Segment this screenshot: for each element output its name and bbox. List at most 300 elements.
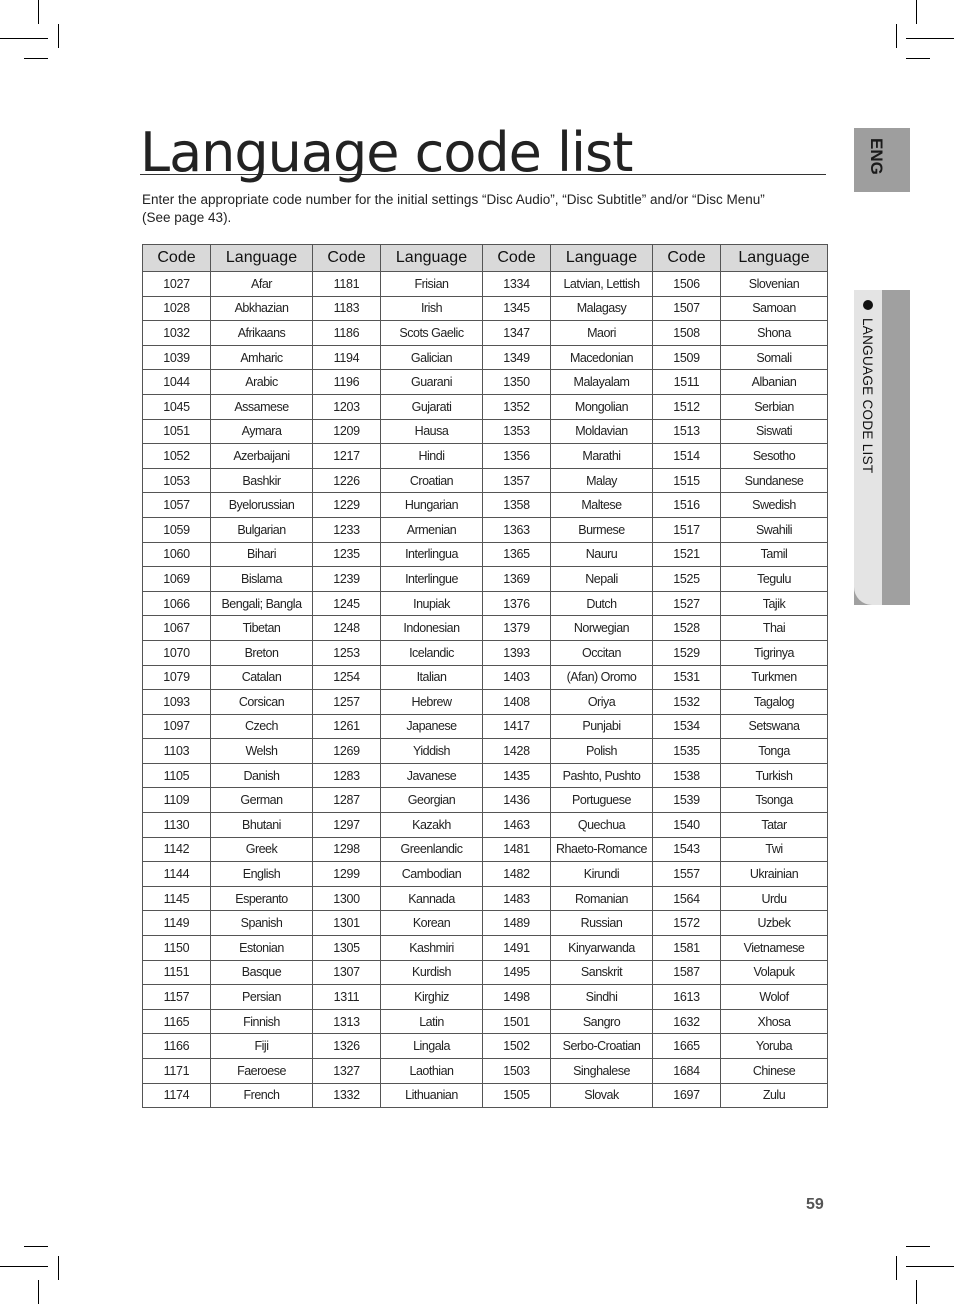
code-cell: 1044 — [143, 370, 211, 395]
language-cell: Hausa — [381, 419, 483, 444]
language-cell: Javanese — [381, 763, 483, 788]
language-cell: Inupiak — [381, 591, 483, 616]
language-cell: Greek — [211, 837, 313, 862]
table-row — [143, 788, 828, 813]
crop-mark — [58, 1256, 59, 1280]
language-cell: Marathi — [551, 444, 653, 469]
language-cell: Dutch — [551, 591, 653, 616]
eng-tab — [854, 128, 910, 192]
language-cell: Guarani — [381, 370, 483, 395]
language-cell: Indonesian — [381, 616, 483, 641]
code-cell: 1311 — [313, 985, 381, 1010]
language-cell: Wolof — [721, 985, 828, 1010]
language-cell: (Afan) Oromo — [551, 665, 653, 690]
language-cell: Bihari — [211, 542, 313, 567]
language-cell: Sesotho — [721, 444, 828, 469]
language-cell: Bengali; Bangla — [211, 591, 313, 616]
language-cell: Norwegian — [551, 616, 653, 641]
language-cell: Albanian — [721, 370, 828, 395]
language-cell: Kirghiz — [381, 985, 483, 1010]
language-cell: Slovenian — [721, 272, 828, 297]
code-cell: 1408 — [483, 690, 551, 715]
table-row — [143, 985, 828, 1010]
table-row — [143, 616, 828, 641]
language-cell: Hungarian — [381, 493, 483, 518]
code-cell: 1564 — [653, 886, 721, 911]
code-cell: 1299 — [313, 862, 381, 887]
language-cell: Shona — [721, 321, 828, 346]
language-cell: Gujarati — [381, 394, 483, 419]
code-cell: 1514 — [653, 444, 721, 469]
language-cell: Byelorussian — [211, 493, 313, 518]
language-cell: Sindhi — [551, 985, 653, 1010]
table-body — [143, 272, 828, 1108]
code-cell: 1254 — [313, 665, 381, 690]
code-cell: 1363 — [483, 517, 551, 542]
table-row — [143, 493, 828, 518]
language-cell: Yoruba — [721, 1034, 828, 1059]
language-cell: Malagasy — [551, 296, 653, 321]
table-row — [143, 444, 828, 469]
language-cell: Laothian — [381, 1059, 483, 1084]
code-cell: 1345 — [483, 296, 551, 321]
crop-mark — [906, 1246, 930, 1247]
table-row — [143, 862, 828, 887]
code-cell: 1358 — [483, 493, 551, 518]
language-cell: Japanese — [381, 714, 483, 739]
language-cell: Fiji — [211, 1034, 313, 1059]
code-cell: 1297 — [313, 813, 381, 838]
language-cell: Estonian — [211, 936, 313, 961]
code-cell: 1069 — [143, 567, 211, 592]
language-cell: Yiddish — [381, 739, 483, 764]
code-cell: 1150 — [143, 936, 211, 961]
language-cell: Frisian — [381, 272, 483, 297]
code-cell: 1053 — [143, 468, 211, 493]
language-cell: French — [211, 1083, 313, 1108]
language-cell: Tatar — [721, 813, 828, 838]
language-cell: Spanish — [211, 911, 313, 936]
code-cell: 1513 — [653, 419, 721, 444]
code-cell: 1376 — [483, 591, 551, 616]
language-cell: Breton — [211, 640, 313, 665]
table-header-row — [143, 245, 828, 272]
language-cell: Afrikaans — [211, 321, 313, 346]
eng-tab-label: ENG — [867, 138, 886, 175]
table-row — [143, 1083, 828, 1108]
code-cell: 1305 — [313, 936, 381, 961]
crop-mark — [896, 24, 897, 48]
code-cell: 1229 — [313, 493, 381, 518]
code-cell: 1517 — [653, 517, 721, 542]
language-cell: Tegulu — [721, 567, 828, 592]
language-cell: Swahili — [721, 517, 828, 542]
code-cell: 1066 — [143, 591, 211, 616]
page-title: Language code list — [140, 121, 633, 184]
code-cell: 1239 — [313, 567, 381, 592]
code-cell: 1028 — [143, 296, 211, 321]
language-cell: Tigrinya — [721, 640, 828, 665]
language-cell: Hindi — [381, 444, 483, 469]
code-cell: 1103 — [143, 739, 211, 764]
language-cell: Romanian — [551, 886, 653, 911]
language-cell: Catalan — [211, 665, 313, 690]
language-cell: Maori — [551, 321, 653, 346]
code-cell: 1356 — [483, 444, 551, 469]
code-cell: 1174 — [143, 1083, 211, 1108]
language-cell: Bislama — [211, 567, 313, 592]
code-cell: 1283 — [313, 763, 381, 788]
table-row — [143, 911, 828, 936]
code-cell: 1572 — [653, 911, 721, 936]
language-cell: Galician — [381, 345, 483, 370]
code-cell: 1481 — [483, 837, 551, 862]
code-cell: 1501 — [483, 1009, 551, 1034]
language-cell: Malay — [551, 468, 653, 493]
code-cell: 1482 — [483, 862, 551, 887]
code-cell: 1491 — [483, 936, 551, 961]
code-cell: 1157 — [143, 985, 211, 1010]
language-cell: Sanskrit — [551, 960, 653, 985]
language-cell: Thai — [721, 616, 828, 641]
language-cell: Turkish — [721, 763, 828, 788]
code-cell: 1245 — [313, 591, 381, 616]
header-code: Code — [653, 245, 721, 272]
table-row — [143, 739, 828, 764]
code-cell: 1538 — [653, 763, 721, 788]
language-cell: Czech — [211, 714, 313, 739]
code-cell: 1516 — [653, 493, 721, 518]
language-cell: German — [211, 788, 313, 813]
table-row — [143, 370, 828, 395]
code-cell: 1032 — [143, 321, 211, 346]
crop-mark — [58, 24, 59, 48]
code-cell: 1357 — [483, 468, 551, 493]
language-cell: Nepali — [551, 567, 653, 592]
language-cell: Croatian — [381, 468, 483, 493]
code-cell: 1301 — [313, 911, 381, 936]
language-cell: Setswana — [721, 714, 828, 739]
language-cell: Turkmen — [721, 665, 828, 690]
language-cell: Korean — [381, 911, 483, 936]
table-row — [143, 1009, 828, 1034]
language-cell: Swedish — [721, 493, 828, 518]
table-row — [143, 468, 828, 493]
language-cell: Siswati — [721, 419, 828, 444]
code-cell: 1665 — [653, 1034, 721, 1059]
code-cell: 1498 — [483, 985, 551, 1010]
language-cell: Latin — [381, 1009, 483, 1034]
code-cell: 1353 — [483, 419, 551, 444]
table-row — [143, 665, 828, 690]
language-cell: Sangro — [551, 1009, 653, 1034]
language-cell: Tajik — [721, 591, 828, 616]
language-cell: Ukrainian — [721, 862, 828, 887]
code-cell: 1463 — [483, 813, 551, 838]
code-cell: 1632 — [653, 1009, 721, 1034]
header-language: Language — [551, 245, 653, 272]
language-cell: Portuguese — [551, 788, 653, 813]
code-cell: 1145 — [143, 886, 211, 911]
code-cell: 1347 — [483, 321, 551, 346]
code-cell: 1313 — [313, 1009, 381, 1034]
language-cell: Slovak — [551, 1083, 653, 1108]
code-cell: 1165 — [143, 1009, 211, 1034]
table-row — [143, 763, 828, 788]
intro-line-2: (See page 43). — [142, 210, 232, 225]
code-cell: 1527 — [653, 591, 721, 616]
code-cell: 1045 — [143, 394, 211, 419]
language-cell: Lithuanian — [381, 1083, 483, 1108]
code-cell: 1379 — [483, 616, 551, 641]
code-cell: 1257 — [313, 690, 381, 715]
crop-mark — [0, 1266, 48, 1267]
code-cell: 1327 — [313, 1059, 381, 1084]
code-cell: 1059 — [143, 517, 211, 542]
code-cell: 1151 — [143, 960, 211, 985]
code-cell: 1181 — [313, 272, 381, 297]
crop-mark — [906, 58, 930, 59]
code-cell: 1142 — [143, 837, 211, 862]
header-code: Code — [313, 245, 381, 272]
language-cell: Rhaeto-Romance — [551, 837, 653, 862]
table-row — [143, 1034, 828, 1059]
code-cell: 1233 — [313, 517, 381, 542]
language-cell: Greenlandic — [381, 837, 483, 862]
language-cell: Tamil — [721, 542, 828, 567]
language-cell: Samoan — [721, 296, 828, 321]
language-cell: Cambodian — [381, 862, 483, 887]
language-cell: Kashmiri — [381, 936, 483, 961]
table-row — [143, 296, 828, 321]
language-cell: Hebrew — [381, 690, 483, 715]
section-tab — [854, 290, 910, 605]
language-cell: Kazakh — [381, 813, 483, 838]
language-cell: Burmese — [551, 517, 653, 542]
code-cell: 1557 — [653, 862, 721, 887]
crop-mark — [906, 1266, 954, 1267]
language-cell: Abkhazian — [211, 296, 313, 321]
code-cell: 1269 — [313, 739, 381, 764]
crop-mark — [0, 38, 48, 39]
language-cell: Uzbek — [721, 911, 828, 936]
code-cell: 1105 — [143, 763, 211, 788]
code-cell: 1587 — [653, 960, 721, 985]
code-cell: 1051 — [143, 419, 211, 444]
code-cell: 1052 — [143, 444, 211, 469]
intro-text — [142, 191, 832, 227]
code-cell: 1503 — [483, 1059, 551, 1084]
code-cell: 1539 — [653, 788, 721, 813]
code-cell: 1130 — [143, 813, 211, 838]
code-cell: 1149 — [143, 911, 211, 936]
code-cell: 1226 — [313, 468, 381, 493]
language-cell: Armenian — [381, 517, 483, 542]
header-code: Code — [483, 245, 551, 272]
language-cell: Pashto, Pushto — [551, 763, 653, 788]
table-row — [143, 272, 828, 297]
language-cell: Mongolian — [551, 394, 653, 419]
code-cell: 1079 — [143, 665, 211, 690]
header-code: Code — [143, 245, 211, 272]
code-cell: 1684 — [653, 1059, 721, 1084]
code-cell: 1350 — [483, 370, 551, 395]
table-row — [143, 591, 828, 616]
code-cell: 1521 — [653, 542, 721, 567]
language-cell: Occitan — [551, 640, 653, 665]
code-cell: 1534 — [653, 714, 721, 739]
code-cell: 1403 — [483, 665, 551, 690]
language-cell: Oriya — [551, 690, 653, 715]
code-cell: 1196 — [313, 370, 381, 395]
code-cell: 1352 — [483, 394, 551, 419]
code-cell: 1097 — [143, 714, 211, 739]
code-cell: 1436 — [483, 788, 551, 813]
code-cell: 1326 — [313, 1034, 381, 1059]
table-row — [143, 960, 828, 985]
code-cell: 1144 — [143, 862, 211, 887]
language-cell: Vietnamese — [721, 936, 828, 961]
language-cell: Serbian — [721, 394, 828, 419]
language-cell: Italian — [381, 665, 483, 690]
table-row — [143, 321, 828, 346]
code-cell: 1531 — [653, 665, 721, 690]
table-row — [143, 837, 828, 862]
header-language: Language — [211, 245, 313, 272]
language-cell: Danish — [211, 763, 313, 788]
crop-mark — [896, 1256, 897, 1280]
language-cell: Serbo-Croatian — [551, 1034, 653, 1059]
language-cell: Kirundi — [551, 862, 653, 887]
language-cell: Bulgarian — [211, 517, 313, 542]
language-cell: Malayalam — [551, 370, 653, 395]
table-row — [143, 394, 828, 419]
language-cell: Kurdish — [381, 960, 483, 985]
header-language: Language — [721, 245, 828, 272]
language-cell: Maltese — [551, 493, 653, 518]
code-cell: 1093 — [143, 690, 211, 715]
code-cell: 1428 — [483, 739, 551, 764]
language-cell: Moldavian — [551, 419, 653, 444]
language-cell: Aymara — [211, 419, 313, 444]
table-row — [143, 936, 828, 961]
code-cell: 1697 — [653, 1083, 721, 1108]
code-cell: 1057 — [143, 493, 211, 518]
code-cell: 1393 — [483, 640, 551, 665]
language-cell: Sundanese — [721, 468, 828, 493]
code-cell: 1511 — [653, 370, 721, 395]
language-cell: Tagalog — [721, 690, 828, 715]
code-cell: 1287 — [313, 788, 381, 813]
code-cell: 1253 — [313, 640, 381, 665]
language-cell: Interlingue — [381, 567, 483, 592]
language-cell: Tsonga — [721, 788, 828, 813]
code-cell: 1505 — [483, 1083, 551, 1108]
code-cell: 1515 — [653, 468, 721, 493]
table-row — [143, 813, 828, 838]
language-cell: Icelandic — [381, 640, 483, 665]
language-cell: Tibetan — [211, 616, 313, 641]
language-cell: Singhalese — [551, 1059, 653, 1084]
language-cell: Esperanto — [211, 886, 313, 911]
table-row — [143, 542, 828, 567]
language-cell: Bashkir — [211, 468, 313, 493]
intro-line-1: Enter the appropriate code number for the initial settings “Disc Audio”, “Disc Subtitle” and/or “Disc Menu” — [142, 192, 765, 207]
code-cell: 1543 — [653, 837, 721, 862]
language-cell: English — [211, 862, 313, 887]
code-cell: 1217 — [313, 444, 381, 469]
language-cell: Interlingua — [381, 542, 483, 567]
language-cell: Finnish — [211, 1009, 313, 1034]
code-cell: 1209 — [313, 419, 381, 444]
language-cell: Polish — [551, 739, 653, 764]
language-cell: Arabic — [211, 370, 313, 395]
section-tab-inner — [854, 290, 882, 605]
language-cell: Irish — [381, 296, 483, 321]
code-cell: 1529 — [653, 640, 721, 665]
code-cell: 1334 — [483, 272, 551, 297]
table-row — [143, 345, 828, 370]
code-cell: 1039 — [143, 345, 211, 370]
language-cell: Kinyarwanda — [551, 936, 653, 961]
code-cell: 1194 — [313, 345, 381, 370]
table-row — [143, 567, 828, 592]
code-cell: 1532 — [653, 690, 721, 715]
language-cell: Amharic — [211, 345, 313, 370]
code-cell: 1060 — [143, 542, 211, 567]
code-cell: 1203 — [313, 394, 381, 419]
table-row — [143, 517, 828, 542]
code-cell: 1171 — [143, 1059, 211, 1084]
language-cell: Bhutani — [211, 813, 313, 838]
language-cell: Scots Gaelic — [381, 321, 483, 346]
code-cell: 1365 — [483, 542, 551, 567]
code-cell: 1489 — [483, 911, 551, 936]
language-cell: Azerbaijani — [211, 444, 313, 469]
language-cell: Urdu — [721, 886, 828, 911]
code-cell: 1183 — [313, 296, 381, 321]
crop-mark — [916, 1280, 917, 1304]
code-cell: 1300 — [313, 886, 381, 911]
crop-mark — [916, 0, 917, 24]
code-cell: 1540 — [653, 813, 721, 838]
code-cell: 1186 — [313, 321, 381, 346]
code-cell: 1307 — [313, 960, 381, 985]
language-cell: Russian — [551, 911, 653, 936]
language-cell: Nauru — [551, 542, 653, 567]
code-cell: 1349 — [483, 345, 551, 370]
language-cell: Volapuk — [721, 960, 828, 985]
code-cell: 1512 — [653, 394, 721, 419]
table-row — [143, 640, 828, 665]
code-cell: 1235 — [313, 542, 381, 567]
language-cell: Persian — [211, 985, 313, 1010]
language-cell: Macedonian — [551, 345, 653, 370]
section-tab-label: LANGUAGE CODE LIST — [860, 318, 875, 474]
language-cell: Punjabi — [551, 714, 653, 739]
crop-mark — [24, 1246, 48, 1247]
header-language: Language — [381, 245, 483, 272]
code-cell: 1332 — [313, 1083, 381, 1108]
code-cell: 1528 — [653, 616, 721, 641]
code-cell: 1435 — [483, 763, 551, 788]
code-cell: 1027 — [143, 272, 211, 297]
language-cell: Afar — [211, 272, 313, 297]
code-cell: 1248 — [313, 616, 381, 641]
table-row — [143, 1059, 828, 1084]
code-cell: 1509 — [653, 345, 721, 370]
language-cell: Assamese — [211, 394, 313, 419]
